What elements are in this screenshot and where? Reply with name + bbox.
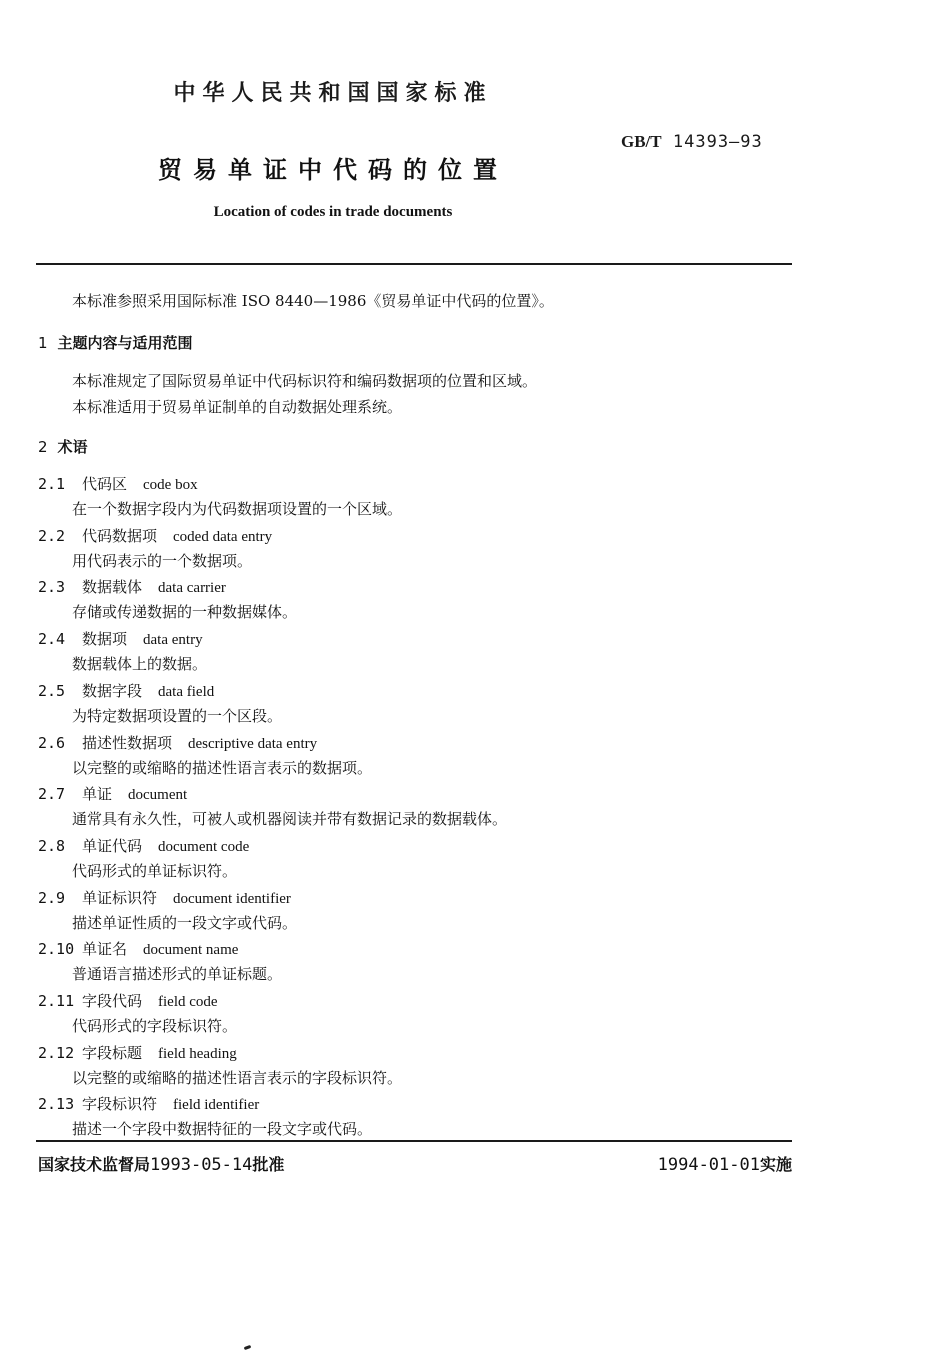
term-english: document — [128, 787, 188, 804]
term-definition: 描述一个字段中数据特征的一段文字或代码。 — [72, 1120, 373, 1139]
term-chinese: 单证标识符 — [82, 888, 158, 907]
term-number: 2.3 — [38, 578, 66, 597]
term-chinese: 单证 — [82, 785, 113, 804]
term-chinese: 单证名 — [82, 940, 128, 959]
term-english: data entry — [143, 632, 203, 649]
issue-label: 批准 — [252, 1155, 285, 1174]
term-english: data field — [158, 683, 215, 700]
term-chinese: 代码数据项 — [82, 526, 158, 545]
term-definition: 以完整的或缩略的描述性语言表示的数据项。 — [72, 758, 373, 777]
term-definition: 通常具有永久性，可被人或机器阅读并带有数据记录的数据载体。 — [72, 810, 508, 829]
term-heading — [38, 887, 291, 908]
term-definition: 在一个数据字段内为代码数据项设置的一个区域。 — [72, 500, 403, 518]
header-divider — [36, 263, 792, 265]
term-english: descriptive data entry — [188, 735, 318, 752]
standard-code-prefix: GB/T — [621, 132, 662, 151]
term-number: 2.8 — [38, 836, 66, 855]
term-heading — [38, 680, 214, 701]
term-number: 2.5 — [38, 681, 66, 700]
section-2-title: 术语 — [57, 438, 88, 456]
term-english: document name — [143, 942, 239, 959]
term-definition: 以完整的或缩略的描述性语言表示的字段标识符。 — [72, 1068, 403, 1087]
section-2-number: 2 — [38, 438, 48, 456]
scan-speck — [244, 1345, 252, 1350]
term-english: data carrier — [158, 580, 226, 597]
term-heading — [38, 835, 249, 856]
intro-paragraph: 本标准参照采用国际标准 ISO 8440—1986《贸易单证中代码的位置》。 — [72, 292, 554, 310]
term-heading — [38, 473, 198, 494]
standard-code-number: 14393—93 — [672, 132, 763, 152]
term-heading — [38, 783, 187, 804]
term-english: code box — [143, 477, 198, 493]
effective-line — [658, 1152, 792, 1175]
term-number: 2.11 — [38, 992, 75, 1010]
term-number: 2.2 — [38, 526, 66, 545]
term-chinese: 字段代码 — [82, 992, 143, 1010]
term-heading — [38, 525, 272, 546]
term-chinese: 数据字段 — [82, 681, 143, 700]
term-english: coded data entry — [173, 528, 273, 545]
term-number: 2.12 — [38, 1043, 75, 1062]
term-heading — [38, 990, 218, 1011]
footer-divider — [36, 1140, 792, 1142]
term-definition: 数据载体上的数据。 — [72, 655, 208, 674]
approval-line — [38, 1152, 284, 1175]
term-number: 2.13 — [38, 1095, 75, 1114]
issuer: 国家技术监督局 — [38, 1155, 151, 1174]
national-standard-heading: 中华人民共和国国家标准 — [173, 81, 493, 106]
term-heading — [38, 576, 226, 597]
term-definition: 用代码表示的一个数据项。 — [72, 551, 253, 570]
term-chinese: 单证代码 — [82, 836, 143, 855]
term-heading — [38, 1093, 259, 1114]
term-chinese: 字段标识符 — [82, 1095, 158, 1114]
section-1-number: 1 — [38, 334, 48, 352]
standard-code — [621, 132, 763, 152]
term-definition: 为特定数据项设置的一个区段。 — [72, 706, 283, 725]
term-number: 2.1 — [38, 475, 66, 493]
term-number: 2.4 — [38, 630, 66, 649]
term-heading — [38, 628, 203, 649]
section-1-paragraph: 本标准适用于贸易单证制单的自动数据处理系统。 — [72, 398, 403, 416]
effective-date: 1994-01-01 — [657, 1155, 760, 1175]
term-chinese: 代码区 — [82, 475, 128, 493]
term-chinese: 数据项 — [82, 630, 128, 649]
term-english: field heading — [158, 1045, 237, 1062]
term-heading — [38, 1042, 237, 1063]
term-definition: 普通语言描述形式的单证标题。 — [72, 965, 283, 984]
section-1-paragraph: 本标准规定了国际贸易单证中代码标识符和编码数据项的位置和区域。 — [72, 372, 538, 390]
term-definition: 描述单证性质的一段文字或代码。 — [72, 913, 298, 932]
term-definition: 代码形式的单证标识符。 — [72, 861, 238, 880]
term-english: document code — [158, 838, 250, 855]
term-english: field identifier — [173, 1097, 260, 1114]
issue-date: 1993-05-14 — [150, 1155, 253, 1175]
term-chinese: 字段标题 — [82, 1043, 143, 1062]
section-1-title: 主题内容与适用范围 — [57, 334, 193, 352]
term-english: field code — [158, 994, 218, 1010]
term-number: 2.7 — [38, 785, 66, 804]
section-2-heading — [38, 436, 88, 457]
term-definition: 存储或传递数据的一种数据媒体。 — [72, 603, 298, 622]
term-number: 2.10 — [38, 940, 75, 959]
term-number: 2.6 — [38, 733, 66, 752]
term-chinese: 数据载体 — [82, 578, 143, 597]
document-title-en: Location of codes in trade documents — [213, 204, 453, 220]
term-heading — [38, 732, 317, 753]
term-heading — [38, 938, 238, 959]
term-english: document identifier — [173, 890, 291, 907]
effective-label: 实施 — [759, 1155, 792, 1174]
document-title-zh: 贸易单证中代码的位置 — [158, 156, 508, 184]
section-1-heading — [38, 332, 193, 353]
term-chinese: 描述性数据项 — [82, 733, 173, 752]
term-number: 2.9 — [38, 888, 66, 907]
term-definition: 代码形式的字段标识符。 — [72, 1017, 238, 1035]
